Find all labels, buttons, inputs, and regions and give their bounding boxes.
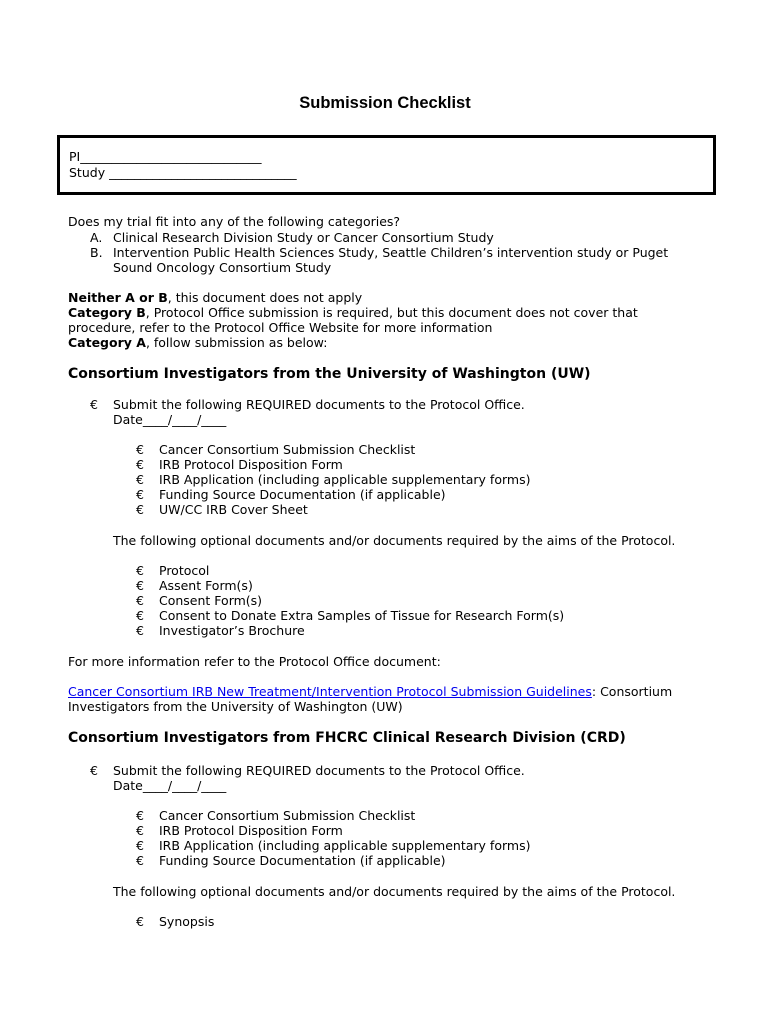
uw-optional-item: Protocol — [159, 563, 210, 578]
study-line: Study ______________________________ — [69, 165, 297, 180]
option-b-marker: B. — [90, 245, 103, 260]
option-b-text-line2: Sound Oncology Consortium Study — [113, 260, 332, 275]
neither-label: Neither A or B — [68, 290, 168, 305]
section-uw-heading: Consortium Investigators from the University of Washington (UW) — [68, 366, 591, 382]
bullet-icon: € — [136, 472, 144, 487]
uw-required-item: IRB Protocol Disposition Form — [159, 457, 343, 472]
category-b-label: Category B — [68, 305, 146, 320]
bullet-icon: € — [136, 623, 144, 638]
crd-date-line: Date____/____/____ — [113, 778, 227, 793]
uw-more-info: For more information refer to the Protocol Office document: — [68, 654, 441, 669]
pi-study-box — [57, 135, 716, 195]
uw-required-item: IRB Application (including applicable supplementary forms) — [159, 472, 531, 487]
option-a-text: Clinical Research Division Study or Cancer Consortium Study — [113, 230, 494, 245]
bullet-icon: € — [136, 608, 144, 623]
guidelines-link-suffix: : Consortium — [591, 684, 673, 699]
crd-required-item: Cancer Consortium Submission Checklist — [159, 808, 416, 823]
uw-required-item: Funding Source Documentation (if applicable) — [159, 487, 446, 502]
crd-optional-intro: The following optional documents and/or documents required by the aims of the Protocol. — [113, 884, 676, 899]
category-b-text: , Protocol Office submission is required, but this document does not cover that — [145, 305, 638, 320]
crd-required-item: Funding Source Documentation (if applicable) — [159, 853, 446, 868]
uw-optional-item: Consent to Donate Extra Samples of Tissue for Research Form(s) — [159, 608, 565, 623]
bullet-icon: € — [136, 914, 144, 929]
category-a-text: , follow submission as below: — [145, 335, 328, 350]
neither-text: , this document does not apply — [167, 290, 363, 305]
guidelines-link[interactable]: Cancer Consortium IRB New Treatment/Intervention Protocol Submission Guidelines — [68, 684, 592, 699]
uw-date-line: Date____/____/____ — [113, 412, 227, 427]
crd-optional-item: Synopsis — [159, 914, 215, 929]
category-a-label: Category A — [68, 335, 146, 350]
bullet-icon: € — [136, 457, 144, 472]
bullet-icon: € — [136, 442, 144, 457]
neither-note — [68, 290, 362, 305]
uw-optional-item: Assent Form(s) — [159, 578, 253, 593]
crd-required-item: IRB Protocol Disposition Form — [159, 823, 343, 838]
category-a-note — [68, 335, 327, 350]
bullet-icon: € — [136, 593, 144, 608]
guidelines-link-suffix-line2: Investigators from the University of Washington (UW) — [68, 699, 403, 714]
option-a-marker: A. — [90, 230, 103, 245]
bullet-icon: € — [136, 487, 144, 502]
bullet-icon: € — [136, 838, 144, 853]
bullet-icon: € — [136, 578, 144, 593]
section-crd-heading: Consortium Investigators from FHCRC Clinical Research Division (CRD) — [68, 730, 626, 746]
category-question: Does my trial fit into any of the following categories? — [68, 214, 401, 229]
category-b-note — [68, 305, 638, 320]
page-title: Submission Checklist — [299, 94, 471, 112]
uw-submit-text: Submit the following REQUIRED documents to the Protocol Office. — [113, 397, 525, 412]
bullet-icon: € — [136, 563, 144, 578]
crd-required-item: IRB Application (including applicable supplementary forms) — [159, 838, 531, 853]
bullet-icon: € — [136, 808, 144, 823]
uw-optional-item: Investigator’s Brochure — [159, 623, 305, 638]
bullet-icon: € — [90, 397, 98, 412]
bullet-icon: € — [136, 853, 144, 868]
bullet-icon: € — [136, 823, 144, 838]
uw-required-item: Cancer Consortium Submission Checklist — [159, 442, 416, 457]
uw-optional-item: Consent Form(s) — [159, 593, 263, 608]
option-b-text-line1: Intervention Public Health Sciences Study, Seattle Children’s intervention study or Puget — [113, 245, 669, 260]
crd-submit-text: Submit the following REQUIRED documents to the Protocol Office. — [113, 763, 525, 778]
pi-line: PI_____________________________ — [69, 149, 262, 164]
uw-optional-intro: The following optional documents and/or documents required by the aims of the Protocol. — [113, 533, 676, 548]
bullet-icon: € — [90, 763, 98, 778]
bullet-icon: € — [136, 502, 144, 517]
category-b-text-line2: procedure, refer to the Protocol Office Website for more information — [68, 320, 493, 335]
uw-required-item: UW/CC IRB Cover Sheet — [159, 502, 308, 517]
guidelines-link-line — [68, 684, 672, 699]
